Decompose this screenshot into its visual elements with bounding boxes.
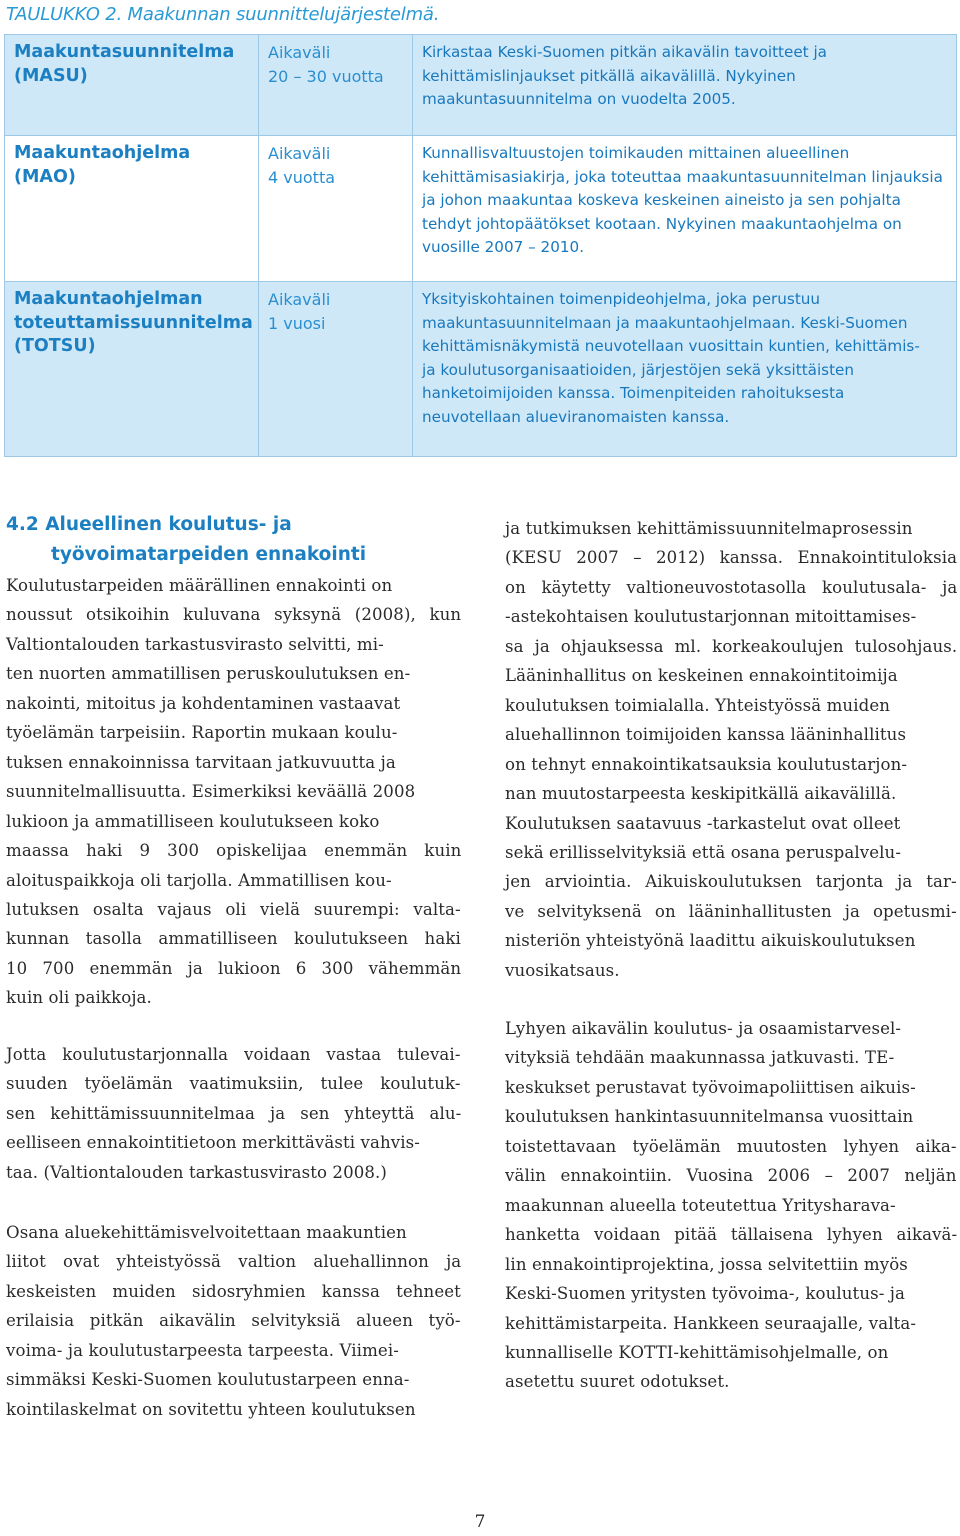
paragraph-line: sa ja ohjauksessa ml. korkeakoulujen tulosohjaus. <box>505 636 958 656</box>
paragraph-line: erilaisia pitkän aikavälin selvityksiä alueen työ- <box>6 1311 461 1331</box>
plan-name-line: (MAO) <box>14 166 76 187</box>
paragraph-line: Keski-Suomen yritysten työvoima-, koulutus- ja <box>505 1284 906 1304</box>
plan-description-line: vuosille 2007 – 2010. <box>422 238 585 256</box>
plan-name-cell <box>5 136 259 282</box>
plan-name-line: (MASU) <box>14 65 88 86</box>
paragraph-line: maakunnan alueella toteutettua Yritysharava- <box>505 1195 896 1215</box>
paragraph-line: koulutuksen toimialalla. Yhteistyössä muiden <box>505 695 891 715</box>
paragraph-line: sen kehittämissuunnitelmaa ja sen yhteyttä alu- <box>6 1103 462 1123</box>
paragraph-line: suuden työelämän vaatimuksiin, tulee koulutuk- <box>6 1074 461 1094</box>
paragraph <box>505 1014 957 1397</box>
paragraph-line: vuosikatsaus. <box>505 960 620 980</box>
paragraph-line: Koulutuksen saatavuus -tarkastelut ovat olleet <box>505 813 901 833</box>
paragraph-line: kointilaskelmat on sovitettu yhteen koulutuksen <box>6 1399 416 1419</box>
plan-description-line: kehittämisasiakirja, joka toteuttaa maakuntasuunnitelman linjauksia <box>422 167 943 186</box>
plan-description-cell <box>413 136 957 282</box>
paragraph <box>6 571 461 1013</box>
paragraph-line: taa. (Valtiontalouden tarkastusvirasto 2008.) <box>6 1162 388 1182</box>
planning-system-table <box>4 34 957 457</box>
paragraph-line: sekä erillisselvityksiä että osana peruspalvelu- <box>505 842 902 862</box>
plan-name-line: toteuttamissuunnitelma <box>14 312 253 333</box>
plan-period-line: Aikaväli <box>268 144 331 163</box>
paragraph-line: Jotta koulutustarjonnalla voidaan vastaa tulevai- <box>6 1045 461 1064</box>
plan-description-line: ja koulutusorganisaatioiden, järjestöjen sekä yksittäisten <box>422 360 855 379</box>
paragraph-line: kehittämistarpeita. Hankkeen seuraajalle, valta- <box>505 1313 917 1333</box>
paragraph-line: 10 700 enemmän ja lukioon 6 300 vähemmän <box>6 958 462 978</box>
plan-description-line: Kunnallisvaltuustojen toimikauden mittainen alueellinen <box>422 144 850 162</box>
paragraph-line: kunnan tasolla ammatilliseen koulutukseen haki <box>6 929 461 949</box>
plan-description-line: ja johon maakuntaa koskeva keskeinen aineisto ja sen pohjalta <box>422 191 901 209</box>
plan-period-cell <box>259 282 413 457</box>
plan-description-line: kehittämisnäkymistä neuvotellaan vuosittain kuntien, kehittämis- <box>422 337 920 355</box>
table-caption: TAULUKKO 2. Maakunnan suunnittelujärjestelmä. <box>6 4 440 25</box>
paragraph-line: Lääninhallitus on keskeinen ennakointitoimija <box>505 666 898 686</box>
plan-name-cell <box>5 282 259 457</box>
section-number: 4.2 <box>6 514 39 535</box>
paragraph-line: välin ennakointiin. Vuosina 2006 – 2007 neljän <box>505 1166 957 1186</box>
paragraph-line: nakointi, mitoitus ja kohdentaminen vastaavat <box>6 693 401 713</box>
paragraph-line: maassa haki 9 300 opiskelijaa enemmän kuin <box>6 841 462 861</box>
paragraph-line: ja tutkimuksen kehittämissuunnitelmaprosessin <box>505 519 913 538</box>
plan-description-line: kehittämislinjaukset pitkällä aikavälillä. Nykyinen <box>422 66 796 85</box>
paragraph-line: liitot ovat yhteistyössä valtion aluehallinnon ja <box>6 1252 462 1272</box>
plan-description-cell <box>413 35 957 136</box>
plan-name-line: Maakuntaohjelman <box>14 289 203 309</box>
paragraph-line: suunnitelmallisuutta. Esimerkiksi keväällä 2008 <box>6 782 416 802</box>
plan-period-line: Aikaväli <box>268 43 331 62</box>
paragraph-line: ten nuorten ammatillisen peruskoulutuksen en- <box>6 664 411 684</box>
paragraph-line: toistettavaan työelämän muutosten lyhyen aika- <box>505 1136 957 1156</box>
paragraph <box>6 1040 461 1187</box>
paragraph-line: kunnalliselle KOTTI-kehittämisohjelmalle, on <box>505 1342 889 1362</box>
paragraph <box>6 1218 461 1424</box>
paragraph-line: ve selvityksenä on lääninhallitusten ja opetusmi- <box>505 901 957 921</box>
section-heading-line: työvoimatarpeiden ennakointi <box>51 543 367 565</box>
paragraph-line: on käytetty valtioneuvostotasolla koulutusala- ja <box>505 577 958 597</box>
plan-period-line: 4 vuotta <box>268 167 336 187</box>
plan-description-line: tehdyt johtopäätökset kootaan. Nykyinen maakuntaohjelma on <box>422 214 902 233</box>
paragraph-line: on tehnyt ennakointikatsauksia koulutustarjon- <box>505 754 908 774</box>
paragraph-line: Koulutustarpeiden määrällinen ennakointi on <box>6 576 393 595</box>
plan-description-line: hanketoimijoiden kanssa. Toimenpiteiden rahoituksesta <box>422 384 845 402</box>
paragraph-line: keskeisten muiden sidosryhmien kanssa tehneet <box>6 1281 461 1301</box>
paragraph-line: lin ennakointiprojektina, jossa selvitettiin myös <box>505 1254 908 1274</box>
paragraph-line: hanketta voidaan pitää tällaisena lyhyen aikavä- <box>505 1225 958 1245</box>
page-number: 7 <box>474 1512 486 1532</box>
paragraph-line: kuin oli paikkoja. <box>6 988 152 1008</box>
paragraph-line: voima- ja koulutustarpeesta tarpeesta. Viimei- <box>6 1340 399 1360</box>
paragraph-line: eelliseen ennakointitietoon merkittävästi vahvis- <box>6 1133 420 1153</box>
paragraph-line: -astekohtaisen koulutustarjonnan mitoittamises- <box>505 607 917 627</box>
plan-period-line: Aikaväli <box>268 290 331 309</box>
section-heading <box>6 510 461 569</box>
plan-description-line: neuvotellaan alueviranomaisten kanssa. <box>422 407 730 426</box>
plan-name-line: Maakuntasuunnitelma <box>14 42 235 62</box>
paragraph-line: nan muutostarpeesta keskipitkällä aikavälillä. <box>505 784 897 804</box>
paragraph-line: simmäksi Keski-Suomen koulutustarpeen enna- <box>6 1370 410 1390</box>
plan-name-cell <box>5 35 259 136</box>
paragraph-line: vityksiä tehdään maakunnassa jatkuvasti. TE- <box>505 1048 895 1068</box>
paragraph-line: Valtiontalouden tarkastusvirasto selvitti, mi- <box>6 634 384 654</box>
plan-description-cell <box>413 282 957 457</box>
paragraph-line: tuksen ennakoinnissa tarvitaan jatkuvuutta ja <box>6 752 396 772</box>
section-title-part: Alueellinen koulutus- ja <box>45 514 292 535</box>
paragraph-line: aloituspaikkoja oli tarjolla. Ammatillisen kou- <box>6 870 392 890</box>
section-heading-line <box>6 510 461 540</box>
paragraph-line: noussut otsikoihin kuluvana syksynä (2008), kun <box>6 605 462 625</box>
plan-period-cell <box>259 35 413 136</box>
plan-name-line: (TOTSU) <box>14 336 96 356</box>
paragraph-line: lutuksen osalta vajaus oli vielä suurempi: valta- <box>6 899 461 919</box>
paragraph-line: nisteriön yhteistyönä laadittu aikuiskoulutuksen <box>505 931 916 951</box>
plan-name-line: Maakuntaohjelma <box>14 143 191 163</box>
plan-period-line: 1 vuosi <box>268 313 326 333</box>
paragraph-line: työelämän tarpeisiin. Raportin mukaan koulu- <box>6 723 398 743</box>
paragraph-line: koulutuksen hankintasuunnitelmansa vuosittain <box>505 1107 914 1127</box>
paragraph-line: jen arviointia. Aikuiskoulutuksen tarjonta ja tar- <box>505 872 957 892</box>
paragraph-line: Osana aluekehittämisvelvoitettaan maakuntien <box>6 1223 407 1242</box>
plan-description-line: Yksityiskohtainen toimenpideohjelma, joka perustuu <box>422 290 821 308</box>
paragraph-line: aluehallinnon toimijoiden kanssa lääninhallitus <box>505 725 907 745</box>
paragraph <box>505 514 957 985</box>
paragraph-line: Lyhyen aikavälin koulutus- ja osaamistarvesel- <box>505 1019 902 1038</box>
plan-period-cell <box>259 136 413 282</box>
table-row-totsu <box>5 282 957 457</box>
table-row-mao <box>5 136 957 282</box>
plan-period-line: 20 – 30 vuotta <box>268 66 384 86</box>
plan-description-line: maakuntasuunnitelmaan ja maakuntaohjelmaan. Keski-Suomen <box>422 313 908 332</box>
paragraph-line: keskukset perustavat työvoimapoliittisen aikuis- <box>505 1077 916 1097</box>
table-row-masu <box>5 35 957 136</box>
paragraph-line: asetettu suuret odotukset. <box>505 1372 730 1392</box>
paragraph-line: (KESU 2007 – 2012) kanssa. Ennakointituloksia <box>505 548 958 568</box>
plan-description-line: maakuntasuunnitelma on vuodelta 2005. <box>422 90 736 108</box>
plan-description-line: Kirkastaa Keski-Suomen pitkän aikavälin tavoitteet ja <box>422 43 827 61</box>
paragraph-line: lukioon ja ammatilliseen koulutukseen koko <box>6 811 380 831</box>
